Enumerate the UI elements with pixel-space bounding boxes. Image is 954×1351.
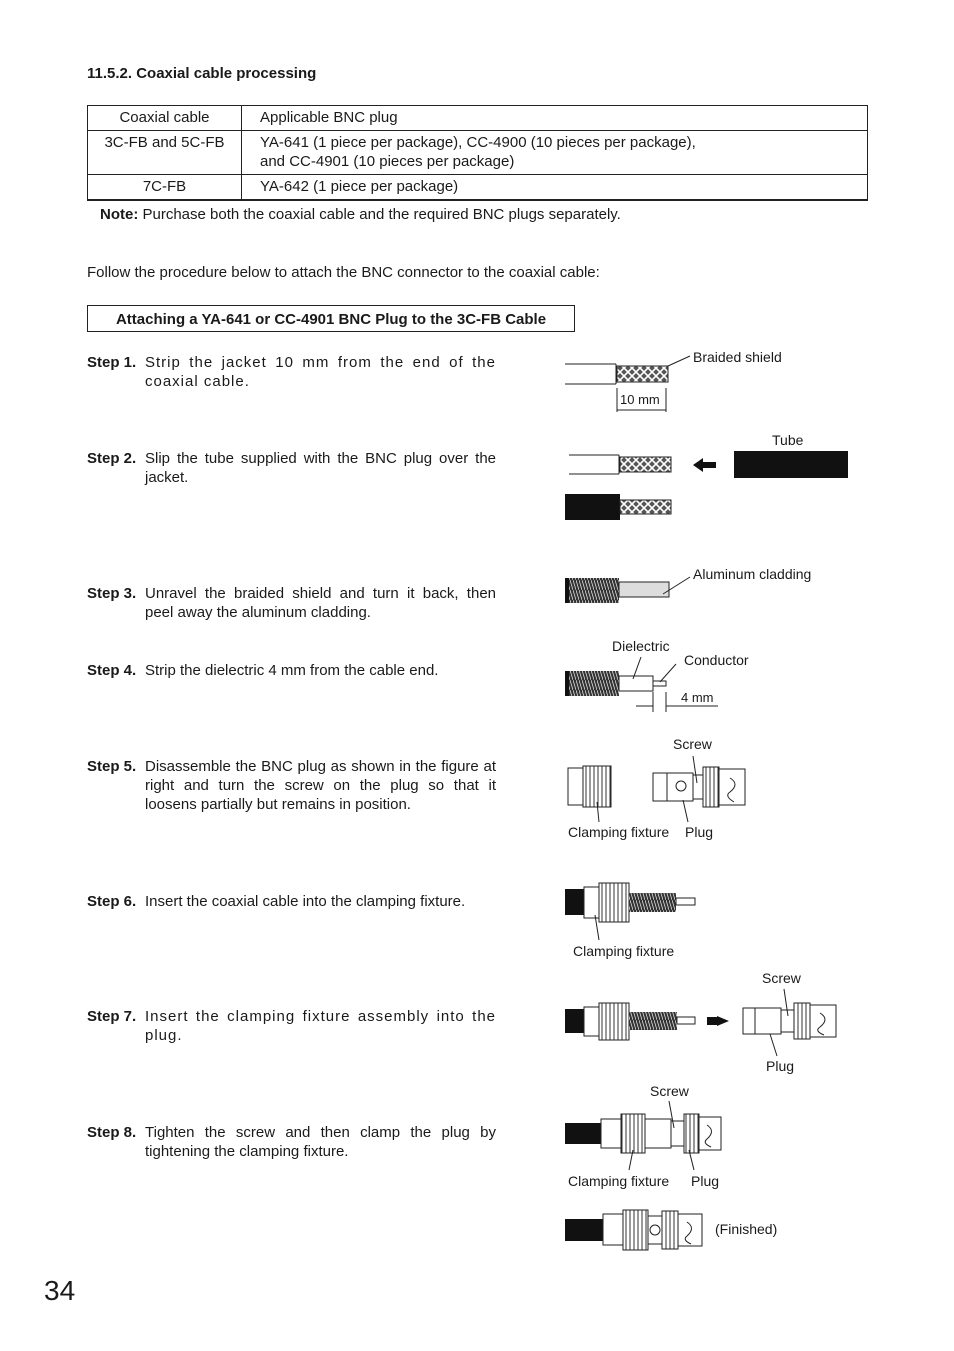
table-cell-plug — [242, 131, 868, 175]
procedure-heading-box: Attaching a YA-641 or CC-4901 BNC Plug to the 3C-FB Cable — [87, 305, 575, 332]
table-header-row — [88, 106, 868, 131]
table-row — [88, 131, 868, 175]
label-screw: Screw — [650, 1083, 689, 1099]
step-3 — [87, 584, 496, 622]
step-label: Step 3. — [87, 585, 137, 602]
table-row — [88, 175, 868, 201]
label-aluminum-cladding: Aluminum cladding — [693, 566, 812, 582]
step7-figure — [565, 989, 836, 1056]
finished-figure — [565, 1210, 702, 1250]
page-number: 34 — [44, 1275, 76, 1306]
step-text: Disassemble the BNC plug as shown in the figure at right and turn the screw on the plug so that it loosens partially but remains in position. — [145, 758, 496, 813]
label-plug: Plug — [691, 1173, 720, 1189]
step-6 — [87, 892, 496, 911]
step8-figure — [565, 1101, 721, 1170]
label-4mm: 4 mm — [681, 690, 714, 705]
table-cell-cable: 7C-FB — [88, 175, 242, 201]
label-plug: Plug — [766, 1058, 795, 1074]
step-4 — [87, 661, 496, 680]
step-5 — [87, 757, 496, 814]
step-text: Unravel the braided shield and turn it back, then peel away the aluminum cladding. — [145, 585, 496, 621]
step6-figure — [565, 883, 695, 940]
step-label: Step 2. — [87, 450, 137, 467]
step-7 — [87, 1007, 496, 1045]
step-label: Step 5. — [87, 758, 137, 775]
plug-line: and CC-4901 (10 pieces per package) — [260, 153, 515, 170]
label-braided-shield: Braided shield — [693, 349, 782, 365]
procedure-intro: Follow the procedure below to attach the BNC connector to the coaxial cable: — [87, 264, 600, 281]
plug-line: YA-642 (1 piece per package) — [260, 178, 459, 195]
label-plug: Plug — [685, 824, 714, 840]
table-header-cell: Coaxial cable — [88, 106, 242, 131]
bnc-plug-table — [87, 105, 868, 201]
label-dielectric: Dielectric — [612, 638, 670, 654]
step-text: Strip the jacket 10 mm from the end of the coaxial cable. — [145, 354, 496, 390]
step3-figure — [565, 577, 690, 603]
step-text: Slip the tube supplied with the BNC plug over the jacket. — [145, 450, 496, 486]
label-10mm: 10 mm — [620, 392, 660, 407]
label-screw: Screw — [762, 970, 801, 986]
label-clamping-fixture: Clamping fixture — [568, 824, 670, 840]
note-label: Note: — [100, 206, 139, 223]
step-label: Step 1. — [87, 354, 137, 371]
table-header-cell: Applicable BNC plug — [242, 106, 868, 131]
step2-figure — [565, 451, 848, 520]
section-title: 11.5.2. Coaxial cable processing — [87, 65, 317, 82]
note — [100, 206, 621, 223]
step-text: Insert the clamping fixture assembly into the plug. — [145, 1008, 496, 1044]
step-8 — [87, 1123, 496, 1161]
step-label: Step 4. — [87, 662, 137, 679]
step-1 — [87, 353, 496, 391]
label-finished: (Finished) — [715, 1221, 778, 1237]
step-label: Step 8. — [87, 1124, 137, 1141]
step-text: Tighten the screw and then clamp the plug by tightening the clamping fixture. — [145, 1124, 496, 1160]
label-tube: Tube — [772, 432, 804, 448]
step5-figure — [568, 756, 745, 822]
step-text: Strip the dielectric 4 mm from the cable end. — [145, 662, 439, 679]
table-cell-cable: 3C-FB and 5C-FB — [88, 131, 242, 175]
label-conductor: Conductor — [684, 652, 749, 668]
plug-line: YA-641 (1 piece per package), CC-4900 (10 pieces per package), — [260, 134, 696, 151]
note-text: Purchase both the coaxial cable and the required BNC plugs separately. — [138, 206, 621, 223]
label-clamping-fixture: Clamping fixture — [573, 943, 675, 959]
label-screw: Screw — [673, 736, 712, 752]
step-text: Insert the coaxial cable into the clamping fixture. — [145, 893, 466, 910]
table-cell-plug — [242, 175, 868, 201]
step-label: Step 7. — [87, 1008, 137, 1025]
step-2 — [87, 449, 496, 487]
label-clamping-fixture: Clamping fixture — [568, 1173, 670, 1189]
step-label: Step 6. — [87, 893, 137, 910]
